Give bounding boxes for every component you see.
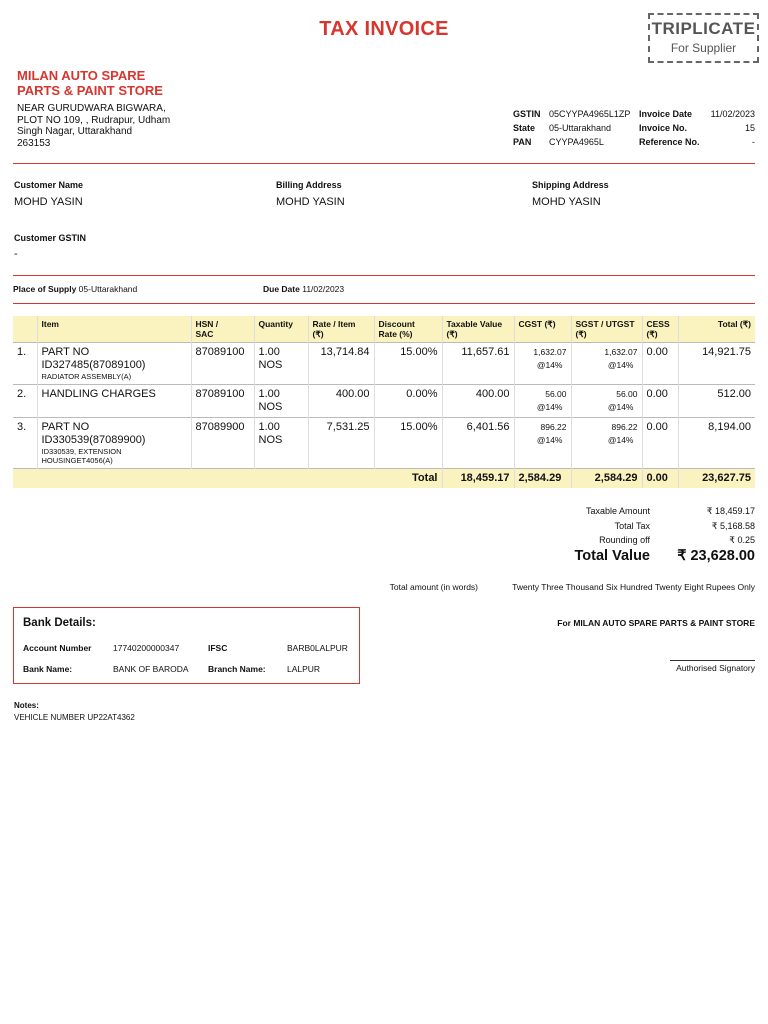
- cess-cell: 0.00: [642, 385, 678, 418]
- seller-meta-labels: [513, 107, 541, 149]
- rounding-value: ₹ 0.25: [729, 535, 755, 545]
- rate-cell: 13,714.84: [308, 343, 374, 385]
- item-description: ID330539, EXTENSION: [41, 447, 122, 456]
- notes-text: VEHICLE NUMBER UP22AT4362: [14, 713, 135, 722]
- total-value-label: Total Value: [574, 548, 650, 564]
- bank-name: BANK OF BARODA: [113, 664, 189, 674]
- discount-cell: 15.00%: [374, 343, 442, 385]
- place-of-supply: [13, 284, 137, 294]
- quantity-cell: 1.00 NOS: [254, 385, 308, 418]
- total-cell: 8,194.00: [678, 418, 755, 469]
- taxable-cell: 6,401.56: [442, 418, 514, 469]
- reference-number: -: [752, 137, 755, 147]
- taxable-amount-label: Taxable Amount: [585, 506, 650, 516]
- address-line: NEAR GURUDWARA BIGWARA,: [17, 103, 166, 114]
- items-table: [13, 316, 755, 488]
- total-tax-label: Total Tax: [614, 520, 650, 531]
- summary-labels: [530, 504, 650, 548]
- reference-label: Reference No.: [639, 137, 700, 147]
- gstin-label: GSTIN: [513, 109, 541, 119]
- total-cell: 14,921.75: [678, 343, 755, 385]
- quantity-cell: 1.00 NOS: [254, 418, 308, 469]
- shipping-address: MOHD YASIN: [532, 196, 601, 208]
- totals-cess: 0.00: [642, 469, 678, 489]
- table-row: [13, 418, 755, 469]
- item-name: PART NO: [41, 421, 90, 433]
- header-total: Total (₹): [678, 316, 755, 343]
- branch-name-label: Branch Name:: [208, 664, 266, 674]
- amount-in-words: Twenty Three Thousand Six Hundred Twenty Eight Rupees Only: [512, 582, 755, 592]
- due-date: [263, 284, 344, 294]
- state-value: 05-Uttarakhand: [549, 123, 612, 133]
- quantity-cell: 1.00 NOS: [254, 343, 308, 385]
- copy-stamp-subtitle: For Supplier: [670, 41, 737, 55]
- rate-cell: 7,531.25: [308, 418, 374, 469]
- header-cess: CESS (₹): [642, 316, 678, 343]
- seller-name: [17, 68, 217, 98]
- header-rate: Rate / Item (₹): [308, 316, 374, 343]
- hsn-cell: 87089100: [191, 385, 254, 418]
- customer-name: MOHD YASIN: [14, 196, 83, 208]
- table-row: [13, 385, 755, 418]
- signatory-for: For MILAN AUTO SPARE PARTS & PAINT STORE: [557, 618, 755, 628]
- rate-cell: 400.00: [308, 385, 374, 418]
- invoice-date: 11/02/2023: [710, 109, 755, 119]
- state-label: State: [513, 123, 536, 133]
- gstin-value: 05CYYPA4965L1ZP: [549, 109, 631, 119]
- item-description: RADIATOR ASSEMBLY(A): [41, 372, 132, 381]
- totals-label: Total: [13, 469, 442, 489]
- place-of-supply-label: Place of Supply: [13, 284, 77, 294]
- item-cell: [37, 385, 191, 418]
- address-line: Singh Nagar, Uttarakhand: [17, 126, 133, 137]
- header-hsn: HSN / SAC: [191, 316, 254, 343]
- rounding-label: Rounding off: [599, 535, 650, 545]
- header-sgst: SGST / UTGST (₹): [571, 316, 642, 343]
- seller-name-line2: PARTS & PAINT STORE: [17, 83, 163, 98]
- item-cell: [37, 343, 191, 385]
- item-name: ID330539(87089900): [41, 434, 146, 446]
- due-date-value: 11/02/2023: [302, 284, 345, 294]
- cgst-cell: 56.00 @14%: [514, 385, 571, 418]
- sgst-cell: 56.00 @14%: [571, 385, 642, 418]
- authorised-signatory: Authorised Signatory: [676, 663, 755, 673]
- item-name: HANDLING CHARGES: [41, 388, 156, 400]
- bank-details: [13, 607, 360, 684]
- row-number: 1.: [13, 343, 37, 385]
- due-date-label: Due Date: [263, 284, 300, 294]
- cess-cell: 0.00: [642, 343, 678, 385]
- invoice-meta-values: [690, 107, 755, 149]
- place-of-supply-value: 05-Uttarakhand: [78, 284, 138, 294]
- cgst-cell: 1,632.07 @14%: [514, 343, 571, 385]
- address-line: PLOT NO 109, , Rudrapur, Udham: [17, 114, 171, 126]
- item-name: PART NO: [41, 346, 90, 358]
- customer-gstin-label: Customer GSTIN: [14, 233, 87, 243]
- notes-label: Notes:: [14, 701, 39, 710]
- ifsc-label: IFSC: [208, 643, 228, 653]
- hsn-cell: 87089100: [191, 343, 254, 385]
- taxable-amount: ₹ 18,459.17: [706, 506, 755, 516]
- sgst-cell: 896.22 @14%: [571, 418, 642, 469]
- divider: [13, 163, 755, 164]
- ifsc-code: BARB0LALPUR: [287, 643, 348, 653]
- signature-line: [670, 660, 755, 661]
- shipping-address-label: Shipping Address: [532, 180, 609, 190]
- discount-cell: 15.00%: [374, 418, 442, 469]
- cgst-cell: 896.22 @14%: [514, 418, 571, 469]
- totals-row: [13, 469, 755, 489]
- copy-stamp-title: TRIPLICATE: [651, 19, 756, 38]
- totals-sgst: 2,584.29: [571, 469, 642, 489]
- taxable-cell: 400.00: [442, 385, 514, 418]
- invoice-number: 15: [744, 123, 755, 133]
- table-header-row: [13, 316, 755, 343]
- total-tax: ₹ 5,168.58: [711, 520, 755, 531]
- header-no: [13, 316, 37, 343]
- row-number: 3.: [13, 418, 37, 469]
- divider: [13, 303, 755, 304]
- row-number: 2.: [13, 385, 37, 418]
- customer-gstin: -: [14, 248, 18, 260]
- document-title: TAX INVOICE: [319, 18, 449, 40]
- cess-cell: 0.00: [642, 418, 678, 469]
- billing-address: MOHD YASIN: [276, 196, 345, 208]
- address-line: 263153: [17, 137, 51, 149]
- bank-name-label: Bank Name:: [23, 664, 73, 674]
- copy-stamp: [648, 13, 759, 63]
- totals-cgst: 2,584.29: [514, 469, 571, 489]
- account-number: 17740200000347: [113, 643, 180, 653]
- sgst-cell: 1,632.07 @14%: [571, 343, 642, 385]
- totals-taxable: 18,459.17: [442, 469, 514, 489]
- header-quantity: Quantity: [254, 316, 308, 343]
- header-taxable: Taxable Value (₹): [442, 316, 514, 343]
- header-cgst: CGST (₹): [514, 316, 571, 343]
- pan-label: PAN: [513, 137, 532, 147]
- item-name: ID327485(87089100): [41, 359, 146, 371]
- invoice-number-label: Invoice No.: [639, 123, 688, 133]
- account-number-label: Account Number: [23, 643, 92, 653]
- bank-details-title: Bank Details:: [23, 617, 96, 629]
- seller-address: [17, 103, 187, 149]
- total-value: ₹ 23,628.00: [677, 548, 755, 564]
- pan-value: CYYPA4965L: [549, 137, 604, 147]
- customer-name-label: Customer Name: [14, 180, 84, 190]
- discount-cell: 0.00%: [374, 385, 442, 418]
- item-description: HOUSINGET4056(A): [41, 456, 113, 465]
- header-item: Item: [37, 316, 191, 343]
- seller-meta-values: [549, 107, 630, 149]
- amount-in-words-label: Total amount (in words): [389, 582, 478, 592]
- seller-name-line1: MILAN AUTO SPARE: [17, 68, 146, 83]
- divider: [13, 275, 755, 276]
- invoice-date-label: Invoice Date: [639, 109, 693, 119]
- summary-values: [670, 504, 755, 548]
- billing-address-label: Billing Address: [276, 180, 342, 190]
- branch-name: LALPUR: [287, 664, 321, 674]
- totals-total: 23,627.75: [678, 469, 755, 489]
- hsn-cell: 87089900: [191, 418, 254, 469]
- total-cell: 512.00: [678, 385, 755, 418]
- header-discount: Discount Rate (%): [374, 316, 442, 343]
- table-row: [13, 343, 755, 385]
- item-cell: [37, 418, 191, 469]
- taxable-cell: 11,657.61: [442, 343, 514, 385]
